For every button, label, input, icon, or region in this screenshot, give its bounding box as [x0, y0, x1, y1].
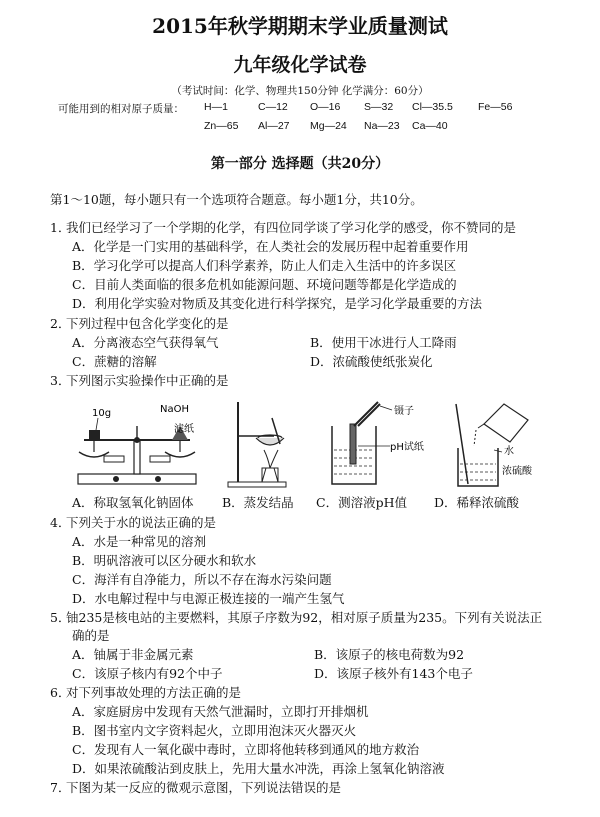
- option-b: B．图书室内文字资料起火，立即用泡沫灭火器灭火: [72, 723, 357, 738]
- question-number: 6．: [50, 685, 71, 700]
- question-1: [50, 218, 516, 236]
- atomic-mass: Al—27: [258, 120, 290, 132]
- option-c: C．测溶液pH值: [316, 495, 407, 510]
- atomic-mass: Ca—40: [412, 120, 448, 132]
- option-b: B．使用干冰进行人工降雨: [310, 335, 457, 350]
- question-3: [50, 371, 229, 389]
- atomic-mass: Na—23: [364, 120, 400, 132]
- question-6: [50, 683, 241, 701]
- question-5: [50, 608, 542, 626]
- section-title: 第一部分 选择题（共20分）: [210, 156, 390, 172]
- figure-label: 水: [504, 446, 514, 457]
- question-stem: 下列图示实验操作中正确的是: [66, 373, 229, 388]
- option-c: C．目前人类面临的很多危机如能源问题、环境问题等都是化学造成的: [72, 277, 457, 292]
- figure-label: 浓硫酸: [502, 466, 532, 477]
- question-stem: 下列过程中包含化学变化的是: [66, 316, 229, 331]
- option-b: B．明矾溶液可以区分硬水和软水: [72, 553, 257, 568]
- exam-subtitle: 九年级化学试卷: [233, 54, 367, 76]
- question-number: 2．: [50, 316, 71, 331]
- option-d: D．浓硫酸使纸张炭化: [310, 354, 433, 369]
- question-number: 3．: [50, 373, 71, 388]
- question-stem: 我们已经学习了一个学期的化学，有四位同学谈了学习化学的感受，你不赞同的是: [66, 220, 517, 235]
- atomic-mass: Zn—65: [204, 120, 239, 132]
- atomic-mass: Mg—24: [310, 120, 347, 132]
- figure-label: 10g: [92, 408, 112, 419]
- question-4: [50, 513, 216, 531]
- option-a: A．家庭厨房中发现有天然气泄漏时，立即打开排烟机: [72, 704, 369, 719]
- question-7: [50, 778, 341, 796]
- option-b: B．蒸发结晶: [222, 495, 294, 510]
- exam-info: （考试时间：化学、物理共150分钟 化学满分：60分）: [171, 85, 429, 97]
- figure-label: 滤纸: [174, 424, 194, 435]
- question-number: 5．: [50, 610, 71, 625]
- option-c: C．该原子核内有92个中子: [72, 666, 223, 681]
- option-d: D．如果浓硫酸沾到皮肤上，先用大量水冲洗，再涂上氢氧化钠溶液: [72, 761, 445, 776]
- option-d: D．水电解过程中与电源正极连接的一端产生氢气: [72, 591, 345, 606]
- ph-test-figure: [318, 398, 442, 490]
- figure-label: 镊子: [394, 406, 414, 417]
- figure-label: pH试纸: [390, 442, 424, 453]
- option-a: A．水是一种常见的溶剂: [72, 534, 207, 549]
- dilution-figure: [444, 398, 540, 490]
- option-c: C．发现有人一氧化碳中毒时，立即将他转移到通风的地方救治: [72, 742, 420, 757]
- option-a: A．称取氢氧化钠固体: [72, 495, 194, 510]
- question-number: 1．: [50, 220, 71, 235]
- question-stem: 对下列事故处理的方法正确的是: [66, 685, 242, 700]
- atomic-mass: Cl—35.5: [412, 101, 453, 113]
- question-number: 4．: [50, 515, 71, 530]
- question-stem: 下图为某一反应的微观示意图，下列说法错误的是: [66, 780, 342, 795]
- option-a: A．分离液态空气获得氧气: [72, 335, 219, 350]
- option-b: B．学习化学可以提高人们科学素养，防止人们走入生活中的许多误区: [72, 258, 457, 273]
- option-c: C．海洋有自净能力，所以不存在海水污染问题: [72, 572, 332, 587]
- option-d: D．利用化学实验对物质及其变化进行科学探究，是学习化学最重要的方法: [72, 296, 483, 311]
- figure-label: NaOH: [160, 404, 189, 415]
- option-a: A．铀属于非金属元素: [72, 647, 194, 662]
- question-number: 7．: [50, 780, 71, 795]
- atomic-mass: S—32: [364, 101, 394, 113]
- section-instruction: 第1～10题，每小题只有一个选项符合题意。每小题1分，共10分。: [50, 192, 423, 207]
- question-stem: 铀235是核电站的主要燃料，其原子序数为92，相对原子质量为235。下列有关说法正: [66, 610, 543, 625]
- question-2: [50, 314, 229, 332]
- option-d: D．该原子核外有143个电子: [314, 666, 473, 681]
- option-d: D．稀释浓硫酸: [434, 495, 520, 510]
- option-b: B．该原子的核电荷数为92: [314, 647, 465, 662]
- atomic-mass: Fe—56: [478, 101, 513, 113]
- evaporation-figure: [222, 398, 302, 490]
- option-c: C．蔗糖的溶解: [72, 354, 157, 369]
- option-a: A．化学是一门实用的基础科学，在人类社会的发展历程中起着重要作用: [72, 239, 469, 254]
- atomic-mass: C—12: [258, 101, 288, 113]
- exam-title: 2015年秋学期期末学业质量测试: [152, 14, 448, 38]
- atomic-mass: O—16: [310, 101, 341, 113]
- question-stem: 下列关于水的说法正确的是: [66, 515, 217, 530]
- balance-figure: [74, 396, 206, 488]
- atomic-mass: H—1: [204, 101, 228, 113]
- question-stem-continued: 确的是: [72, 628, 110, 643]
- atomic-mass-label: 可能用到的相对原子质量：: [58, 103, 184, 115]
